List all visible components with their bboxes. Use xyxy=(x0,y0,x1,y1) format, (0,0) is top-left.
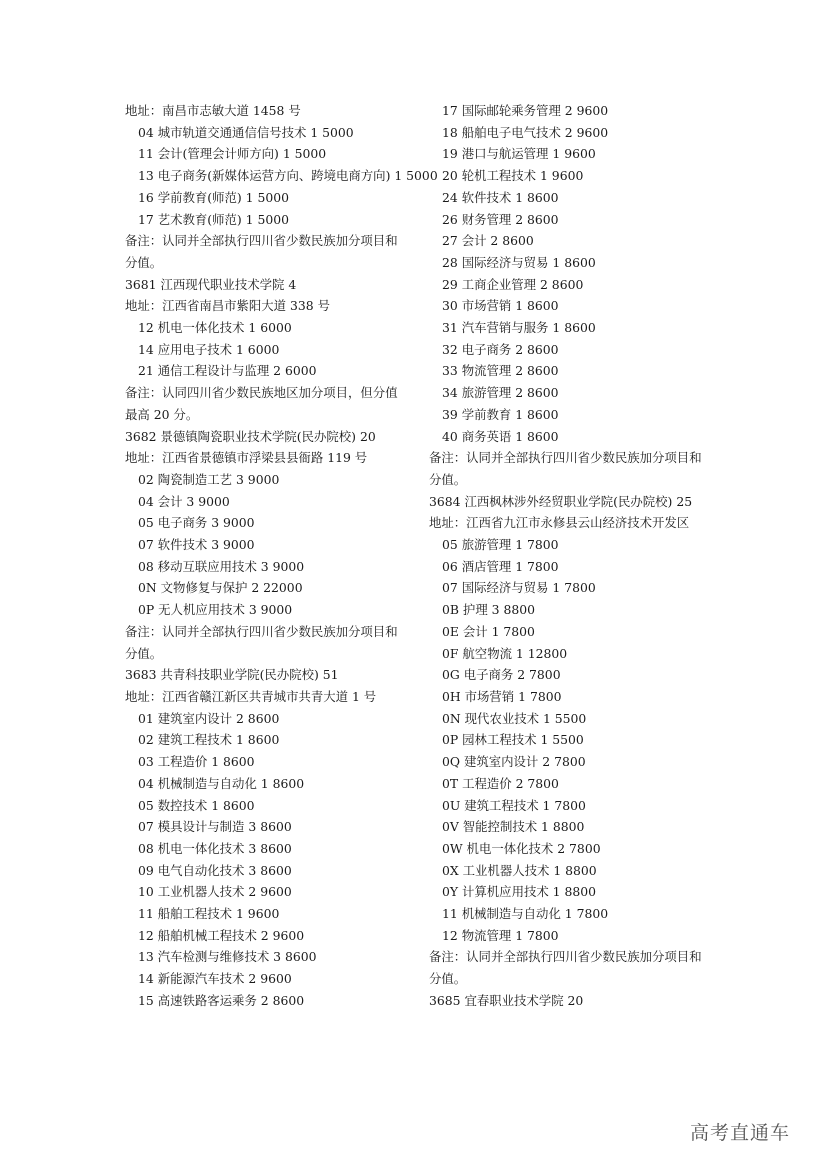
program-entry: 04 城市轨道交通通信信号技术 1 5000 xyxy=(138,124,354,140)
text-line: 3683 共青科技职业学院(民办院校) 51 xyxy=(125,667,339,683)
text-line: 地址：江西省赣江新区共青城市共青大道 1 号 xyxy=(125,688,377,704)
text-line: 备注：认同并全部执行四川省少数民族加分项目和分值。 xyxy=(429,949,702,987)
text-line: 备注：认同四川省少数民族地区加分项目，但分值最高 20 分。 xyxy=(125,385,398,422)
program-entry: 24 软件技术 1 8600 xyxy=(442,189,559,205)
program-entry: 0U 建筑工程技术 1 7800 xyxy=(442,797,586,813)
program-entry: 28 国际经济与贸易 1 8600 xyxy=(442,254,596,270)
program-entry: 11 会计(管理会计师方向) 1 5000 xyxy=(138,146,327,162)
program-entry: 0N 现代农业技术 1 5500 xyxy=(442,710,587,726)
program-entry: 0B 护理 3 8800 xyxy=(442,602,536,618)
program-entry: 16 学前教育(师范) 1 5000 xyxy=(138,189,290,205)
program-entry: 17 国际邮轮乘务管理 2 9600 xyxy=(442,103,609,118)
program-entry: 31 汽车营销与服务 1 8600 xyxy=(442,320,596,336)
program-entry: 0E 会计 1 7800 xyxy=(442,623,535,639)
text-line: 备注：认同并全部执行四川省少数民族加分项目和分值。 xyxy=(125,623,398,661)
program-entry: 32 电子商务 2 8600 xyxy=(442,341,559,357)
program-entry: 17 艺术教育(师范) 1 5000 xyxy=(138,211,290,227)
program-entry: 02 陶瓷制造工艺 3 9000 xyxy=(138,471,280,487)
program-entry: 01 建筑室内设计 2 8600 xyxy=(138,710,280,726)
program-entry: 15 高速铁路客运乘务 2 8600 xyxy=(138,992,305,1008)
program-entry: 0W 机电一体化技术 2 7800 xyxy=(442,840,601,856)
program-entry: 11 机械制造与自动化 1 7800 xyxy=(442,906,609,922)
program-entry: 07 国际经济与贸易 1 7800 xyxy=(442,580,596,596)
program-entry: 06 酒店管理 1 7800 xyxy=(442,558,559,574)
program-entry: 04 机械制造与自动化 1 8600 xyxy=(138,775,305,791)
program-entry: 0P 无人机应用技术 3 9000 xyxy=(138,602,293,618)
program-entry: 0X 工业机器人技术 1 8800 xyxy=(442,862,597,878)
program-entry: 03 工程造价 1 8600 xyxy=(138,754,255,770)
program-entry: 09 电气自动化技术 3 8600 xyxy=(138,862,292,878)
text-line: 备注：认同并全部执行四川省少数民族加分项目和分值。 xyxy=(429,450,702,487)
program-entry: 02 建筑工程技术 1 8600 xyxy=(138,732,280,748)
program-entry: 11 船舶工程技术 1 9600 xyxy=(138,906,280,922)
program-entry: 33 物流管理 2 8600 xyxy=(442,363,559,379)
program-entry: 13 汽车检测与维修技术 3 8600 xyxy=(138,949,317,965)
program-entry: 30 市场营销 1 8600 xyxy=(442,298,559,314)
program-entry: 26 财务管理 2 8600 xyxy=(442,211,559,227)
right-column xyxy=(429,100,705,1012)
program-entry: 04 会计 3 9000 xyxy=(138,493,230,509)
text-line: 地址：南昌市志敏大道 1458 号 xyxy=(125,103,301,118)
text-line: 3682 景德镇陶瓷职业技术学院(民办院校) 20 xyxy=(125,428,376,444)
program-entry: 40 商务英语 1 8600 xyxy=(442,428,559,444)
text-line: 3684 江西枫林涉外经贸职业学院(民办院校) 25 xyxy=(429,493,693,509)
program-entry: 18 船舶电子电气技术 2 9600 xyxy=(442,124,609,140)
program-entry: 39 学前教育 1 8600 xyxy=(442,406,559,422)
text-line: 3681 江西现代职业技术学院 4 xyxy=(125,276,297,292)
program-entry: 14 新能源汽车技术 2 9600 xyxy=(138,971,292,987)
program-entry: 0G 电子商务 2 7800 xyxy=(442,667,561,683)
program-entry: 12 物流管理 1 7800 xyxy=(442,927,559,943)
program-entry: 0Q 建筑室内设计 2 7800 xyxy=(442,754,586,770)
text-line: 备注：认同并全部执行四川省少数民族加分项目和分值。 xyxy=(125,233,398,270)
program-entry: 08 移动互联应用技术 3 9000 xyxy=(138,558,305,574)
program-entry: 0P 园林工程技术 1 5500 xyxy=(442,732,584,748)
program-entry: 07 软件技术 3 9000 xyxy=(138,537,255,553)
watermark-logo: 高考直通车 xyxy=(690,1122,791,1144)
program-entry: 05 数控技术 1 8600 xyxy=(138,797,255,813)
program-entry: 05 电子商务 3 9000 xyxy=(138,515,255,531)
left-column xyxy=(125,100,438,1012)
program-entry: 14 应用电子技术 1 6000 xyxy=(138,341,280,357)
program-entry: 19 港口与航运管理 1 9600 xyxy=(442,146,596,162)
program-entry: 29 工商企业管理 2 8600 xyxy=(442,276,584,292)
program-entry: 21 通信工程设计与监理 2 6000 xyxy=(138,363,317,379)
program-entry: 12 机电一体化技术 1 6000 xyxy=(138,320,292,336)
program-entry: 0N 文物修复与保护 2 22000 xyxy=(138,580,303,596)
program-entry: 20 轮机工程技术 1 9600 xyxy=(442,168,584,184)
text-line: 地址：江西省景德镇市浮梁县县衙路 119 号 xyxy=(125,450,368,466)
program-entry: 0V 智能控制技术 1 8800 xyxy=(442,819,585,835)
program-entry: 07 模具设计与制造 3 8600 xyxy=(138,819,292,835)
program-entry: 12 船舶机械工程技术 2 9600 xyxy=(138,927,305,943)
program-entry: 34 旅游管理 2 8600 xyxy=(442,385,559,401)
program-entry: 05 旅游管理 1 7800 xyxy=(442,537,559,553)
program-entry: 27 会计 2 8600 xyxy=(442,233,534,249)
program-entry: 0T 工程造价 2 7800 xyxy=(442,775,559,791)
program-entry: 0Y 计算机应用技术 1 8800 xyxy=(442,884,597,900)
text-line: 地址：江西省九江市永修县云山经济技术开发区 xyxy=(429,515,690,531)
text-line: 地址：江西省南昌市紫阳大道 338 号 xyxy=(125,298,330,314)
program-entry: 13 电子商务(新媒体运营方向、跨境电商方向) 1 5000 xyxy=(138,168,438,184)
program-entry: 0H 市场营销 1 7800 xyxy=(442,688,562,704)
program-entry: 08 机电一体化技术 3 8600 xyxy=(138,840,292,856)
program-entry: 10 工业机器人技术 2 9600 xyxy=(138,884,292,900)
text-line: 3685 宜春职业技术学院 20 xyxy=(429,992,584,1008)
program-entry: 0F 航空物流 1 12800 xyxy=(442,645,568,661)
